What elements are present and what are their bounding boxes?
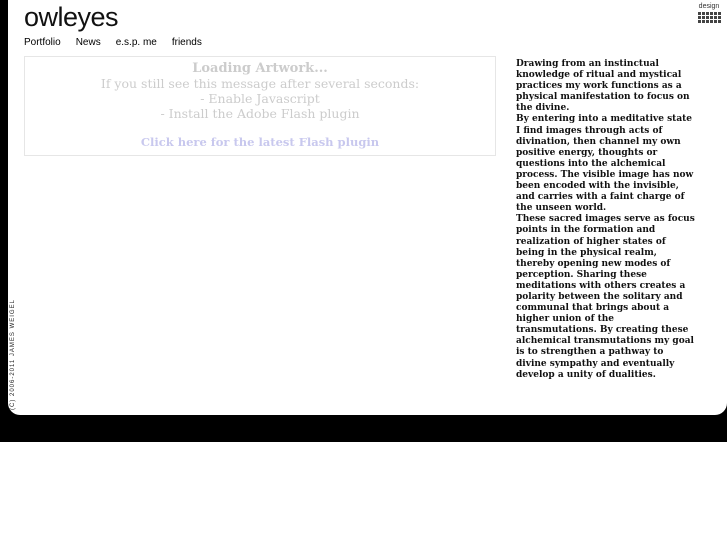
statement-paragraph: These sacred images serve as focus points in the formation and realization of higher states of being in the physical realm, thereby opening new modes of perception. Sharing these meditations with others creates a polarity between the solitary and communal that brings about a higher union of the transmutations. By creating these alchemical transmutations my goal is to strengthen a pathway to divine sympathy and eventually develop a unity of dualities.	[516, 214, 695, 380]
flash-plugin-link[interactable]: Click here for the latest Flash plugin	[140, 135, 380, 149]
statement-paragraph: By entering into a meditative state I find images through acts of divination, then channel my own positive energy, thoughts or questions into the alchemical process. The visible image has now been encoded with the invisible, and carries with a faint charge of the unseen world.	[516, 114, 694, 214]
main-nav	[24, 37, 217, 48]
design-badge-label: design	[698, 3, 720, 10]
loading-message: Loading Artwork...	[192, 61, 328, 76]
nav-portfolio[interactable]: Portfolio	[24, 37, 61, 48]
grid-icon	[697, 12, 721, 23]
flash-instruction: If you still see this message after several seconds:	[100, 76, 420, 91]
artist-statement	[516, 59, 696, 381]
site-logo[interactable]: owleyes	[24, 2, 119, 32]
flash-instruction-javascript: - Enable Javascript	[200, 91, 320, 106]
copyright-notice: (C) 2006-2011 JAMES WEIGEL	[10, 299, 16, 410]
nav-esp-me[interactable]: e.s.p. me	[115, 37, 157, 48]
nav-friends[interactable]: friends	[171, 37, 202, 48]
statement-paragraph: Drawing from an instinctual knowledge of ritual and mystical practices my work functions as a physical manifestation to focus on the divine.	[516, 59, 690, 114]
design-badge[interactable]	[697, 3, 721, 23]
flash-instruction-plugin: - Install the Adobe Flash plugin	[160, 106, 360, 121]
nav-news[interactable]: News	[75, 37, 101, 48]
flash-placeholder	[24, 56, 496, 156]
